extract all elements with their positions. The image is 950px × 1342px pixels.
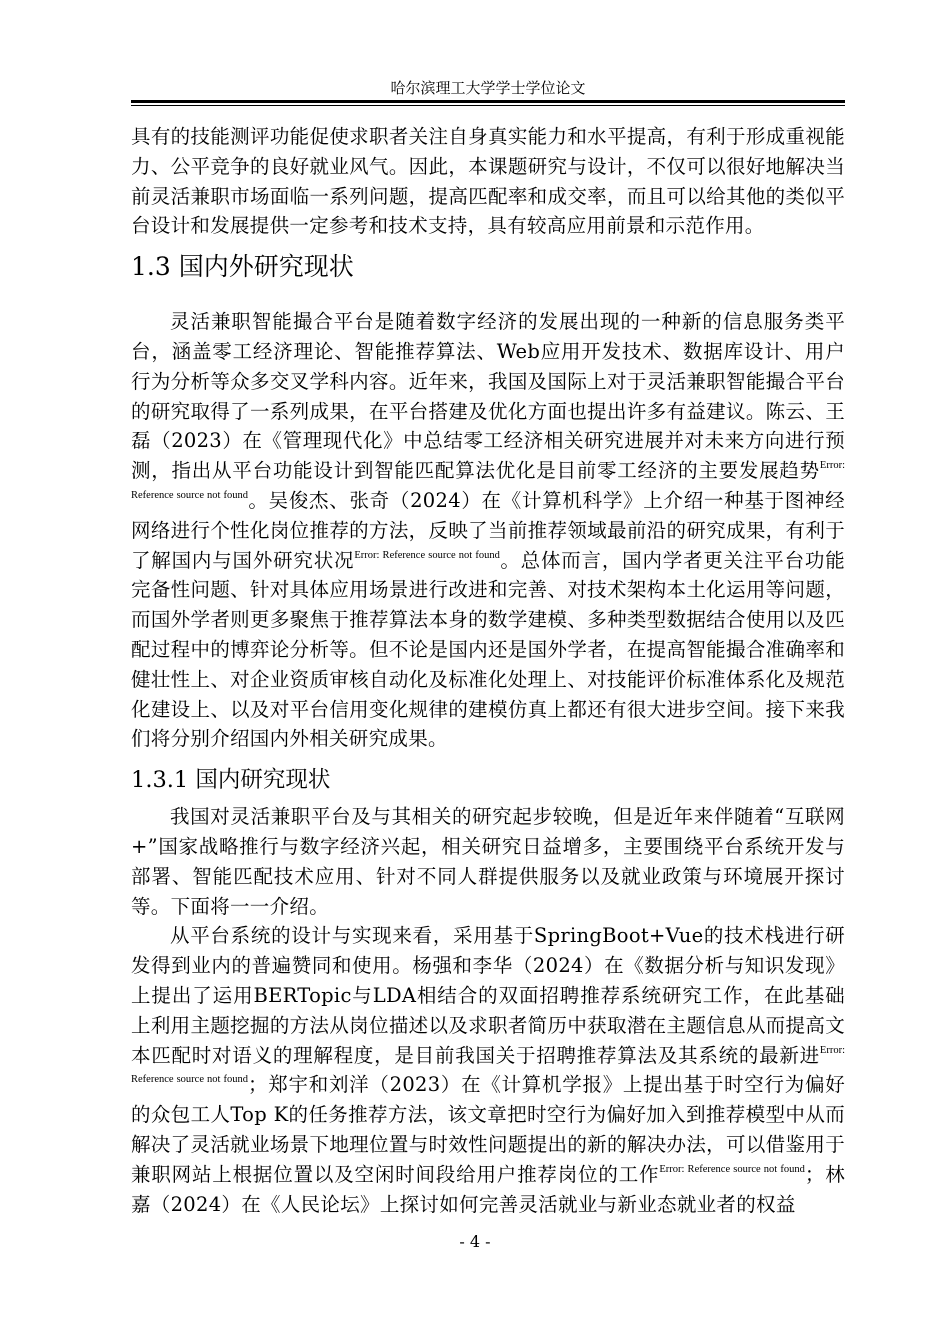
reference-error: Error: Reference source not found	[659, 1163, 805, 1175]
page-number: - 4 -	[459, 1232, 491, 1251]
header-rule-thick	[131, 100, 845, 103]
reference-error: Error: Reference source not found	[131, 1044, 845, 1086]
page-body	[131, 122, 845, 1219]
paragraph-platform-design: 从平台系统的设计与实现来看，采用基于SpringBoot+Vue的技术栈进行研发得到业内的普遍赞同和使用。杨强和李华（2024）在《数据分析与知识发现》上提出了运用BERTopic与LDA相结合的双面招聘推荐系统研究工作，在此基础上利用主题挖掘的方法从岗位描述以及求职者简历中获取潜在主题信息从而提高文本匹配时对语义的理解程度，是目前我国关于招聘推荐算法及其系统的最新进$^{Error: Reference source not found}$；郑宇和刘洋（2023）在《计算机学报》上提出基于时空行为偏好的众包工人Top K的任务推荐方法，该文章把时空行为偏好加入到推荐模型中从而解决了灵活就业场景下地理位置与时效性问题提出的新的解决办法，可以借鉴用于兼职网站上根据位置以及空闲时间段给用户推荐岗位的工作$^{Error: Reference source not found}$；林嘉（2024）在《人民论坛》上探讨如何完善灵活就业与新业态就业者的权益	[131, 924, 845, 1216]
paragraph-domestic-intro: 我国对灵活兼职平台及与其相关的研究起步较晚，但是近年来伴随着“互联网+”国家战略推行与数字经济兴起，相关研究日益增多，主要围绕平台系统开发与部署、智能匹配技术应用、针对不同人群提供服务以及就业政策与环境展开探讨等。下面将一一介绍。	[131, 805, 845, 918]
reference-error: Error: Reference source not found	[131, 460, 845, 501]
reference-error: Error: Reference source not found	[354, 549, 500, 561]
subsection-heading: 1.3.1 国内研究现状	[131, 767, 331, 794]
paragraph-continued: 具有的技能测评功能促使求职者关注自身真实能力和水平提高，有利于形成重视能力、公平竞争的良好就业风气。因此，本课题研究与设计，不仅可以很好地解决当前灵活兼职市场面临一系列问题，提高匹配率和成交率，而且可以给其他的类似平台设计和发展提供一定参考和技术支持，具有较高应用前景和示范作用。	[131, 125, 845, 238]
section-heading: 1.3 国内外研究现状	[131, 252, 354, 282]
paragraph-overview: 灵活兼职智能撮合平台是随着数字经济的发展出现的一种新的信息服务类平台，涵盖零工经济理论、智能推荐算法、Web应用开发技术、数据库设计、用户行为分析等众多交叉学科内容。近年来，我国及国际上对于灵活兼职智能撮合平台的研究取得了一系列成果，在平台搭建及优化方面也提出许多有益建议。陈云、王磊（2023）在《管理现代化》中总结零工经济相关研究进展并对未来方向进行预测，指出从平台功能设计到智能匹配算法优化是目前零工经济的主要发展趋势$^{Error: Reference source not found}$。吴俊杰、张奇（2024）在《计算机科学》上介绍一种基于图神经网络进行个性化岗位推荐的方法，反映了当前推荐领域最前沿的研究成果，有利于了解国内与国外研究状况$^{Error: Reference source not found}$。总体而言，国内学者更关注平台功能完备性问题、针对具体应用场景进行改进和完善、对技术架构本土化运用等问题，而国外学者则更多聚焦于推荐算法本身的数学建模、多种类型数据结合使用以及匹配过程中的博弈论分析等。但不论是国内还是国外学者，在提高智能撮合准确率和健壮性上、对企业资质审核自动化及标准化处理上、对技能评价标准体系化及规范化建设上、以及对平台信用变化规律的建模仿真上都还有很大进步空间。接下来我们将分别介绍国内外相关研究成果。	[131, 310, 846, 751]
running-header: 哈尔滨理工大学学士学位论文	[390, 79, 586, 97]
header-rule-thin	[131, 105, 845, 106]
